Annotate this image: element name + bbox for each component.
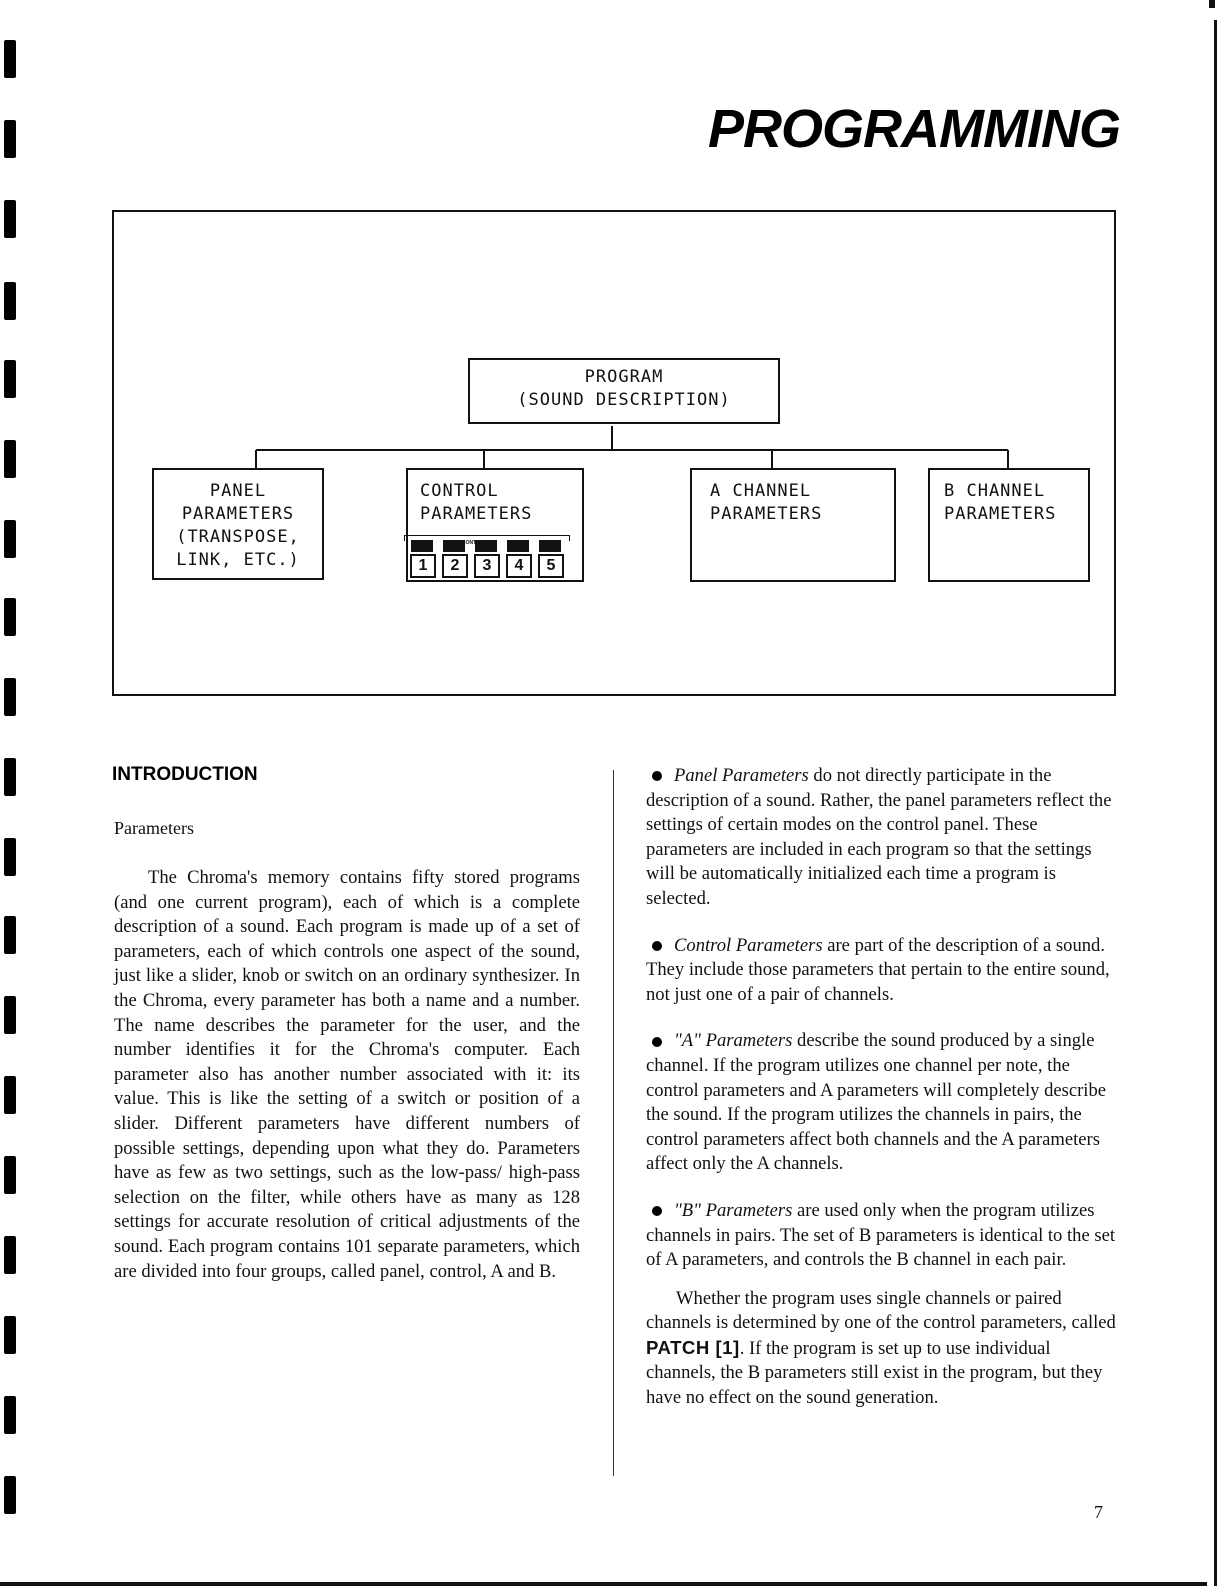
group-term: "A" Parameters [674,1030,793,1052]
panel-parameters-paragraph [646,764,1118,912]
bullet-icon [652,941,662,951]
introduction-paragraph: The Chroma's memory contains fifty stored programs (and one current program), each of which is a complete description of a sound. Each program is made up of a set of parameters, each of which controls one aspect of the sound, just like a slider, knob or switch on an ordinary synthesizer. In the Chroma, every parameter has both a name and a number. The name describes the parameter for the user, and the number identifies it for the Chroma's computer. Each parameter also has another number associated with it: its value. This is like the setting of a switch or position of a slider. Different parameters have different numbers of possible settings, depending upon what they do. Parameters have as few as two settings, such as the low-pass/ high-pass selection on the filter, while others have as many as 128 settings for accurate resolution of critical adjustments of the sound. Each program contains 101 separate parameters, which are divided into four groups, called panel, control, A and B. [114,867,580,1282]
binding-hole [4,758,16,796]
binding-hole [4,1156,16,1194]
control-parameters-node [406,468,584,582]
b-channel-node-line: B CHANNEL [944,481,1046,501]
page-title: PROGRAMMING [708,99,1120,159]
button-number: 2 [442,554,468,578]
b-channel-parameters-node [928,468,1090,582]
program-structure-diagram [112,210,1116,696]
b-parameters-paragraph [646,1199,1118,1273]
group-description: do not directly participate in the description of a sound. Rather, the panel parameters reflect the settings of certain modes on the control panel. These parameters are included in each program so that the settings will be automatically initialized each time a program is selected. [646,765,1112,909]
panel-node-line: PARAMETERS [181,504,295,524]
button-number: 5 [538,554,564,578]
a-parameters-paragraph [646,1029,1118,1177]
patch-parameter-label: PATCH [1] [646,1336,740,1358]
page-edge-bottom [0,1582,1207,1586]
binding-hole [4,678,16,716]
control-button-3 [474,540,500,576]
control-parameters-paragraph [646,934,1118,1008]
group-term: Control Parameters [674,934,823,956]
binding-hole [4,1076,16,1114]
control-button-4 [506,540,532,576]
binding-hole [4,120,16,158]
button-cap [443,540,465,552]
binding-hole [4,40,16,78]
group-term: Panel Parameters [674,765,809,786]
binding-hole [4,838,16,876]
closing-text-after: . If the program is set up to use individual channels, the B parameters still exist in the program, but they have no effect on the sound generation. [646,1337,1103,1409]
column-divider [613,770,614,1476]
diagram-connectors [114,212,1114,694]
control-button-1 [410,540,436,576]
group-description: describe the sound produced by a single channel. If the program utilizes one channel per note, the control parameters and A parameters will completely describe the sound. If the program utilizes the channels in pairs, the control parameters affect both channels and the A parameters affect only the A channels. [646,1030,1107,1175]
button-number: 1 [410,554,436,578]
binding-hole [4,1236,16,1274]
program-node-subtitle: (SOUND DESCRIPTION) [517,390,731,410]
button-cap [475,540,497,552]
binding-hole [4,1316,16,1354]
binding-hole [4,440,16,478]
panel-node-line: (TRANSPOSE, [176,527,300,547]
bullet-icon [652,1037,662,1047]
binding-hole [4,520,16,558]
group-description: are used only when the program utilizes channels in pairs. The set of B parameters is identical to the set of A parameters, and controls the B channel in each pair. [646,1199,1116,1271]
group-term: "B" Parameters [674,1199,793,1221]
binding-hole [4,1396,16,1434]
panel-parameters-node [152,468,324,580]
a-channel-parameters-node [690,468,896,582]
panel-node-line: LINK, ETC.) [176,550,300,570]
bullet-icon [652,771,662,781]
program-node [468,358,780,424]
control-buttons-illustration [404,532,570,578]
binding-hole [4,1476,16,1514]
bullet-icon [652,1206,662,1216]
button-cap [411,540,433,552]
page-number: 7 [1094,1502,1103,1522]
program-node-title: PROGRAM [584,367,664,387]
group-description: are part of the description of a sound. They include those parameters that pertain to the entire sound, not just one of a pair of channels. [646,934,1110,1005]
closing-paragraph [646,1287,1118,1411]
page-edge-right [1214,20,1217,1586]
control-button-5 [538,540,564,576]
binding-hole [4,360,16,398]
binding-hole [4,200,16,238]
b-channel-node-line: PARAMETERS [944,504,1057,524]
button-cap [507,540,529,552]
panel-node-line: PANEL [209,481,267,501]
subsection-heading: Parameters [114,818,194,838]
parameter-groups-column [646,764,1118,1433]
section-heading: INTRODUCTION [112,764,258,785]
button-cap [539,540,561,552]
binding-hole [4,996,16,1034]
binding-hole [4,916,16,954]
control-node-line: PARAMETERS [420,504,533,524]
binding-hole [4,282,16,320]
corner-mark [1209,0,1215,8]
control-button-2 [442,540,468,576]
closing-text-before: Whether the program uses single channels or paired channels is determined by one of the control parameters, called [646,1287,1116,1334]
button-number: 3 [474,554,500,578]
a-channel-node-line: A CHANNEL [710,481,812,501]
button-number: 4 [506,554,532,578]
control-node-line: CONTROL [420,481,499,501]
binding-hole [4,598,16,636]
a-channel-node-line: PARAMETERS [710,504,823,524]
